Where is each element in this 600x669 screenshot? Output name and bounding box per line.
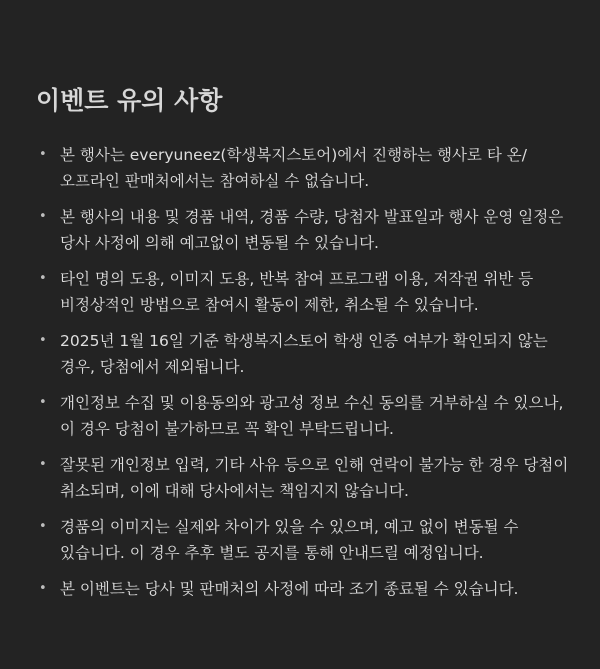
bullet-icon: • [39, 147, 47, 162]
notice-item [36, 204, 570, 256]
notice-item-text: 개인정보 수집 및 이용동의와 광고성 정보 수신 동의를 거부하실 수 있으나, 이 경우 당첨이 불가하므로 꼭 확인 부탁드립니다. [60, 394, 564, 438]
notice-title: 이벤트 유의 사항 [36, 86, 223, 115]
bullet-icon: • [39, 519, 47, 534]
notice-item-text: 본 이벤트는 당사 및 판매처의 사정에 따라 조기 종료될 수 있습니다. [60, 580, 519, 598]
notice-item [36, 452, 570, 504]
notice-list [36, 142, 570, 602]
bullet-icon: • [39, 333, 47, 348]
notice-item [36, 390, 570, 442]
notice-item [36, 576, 570, 602]
bullet-icon: • [39, 457, 47, 472]
notice-item-text: 경품의 이미지는 실제와 차이가 있을 수 있으며, 예고 없이 변동될 수 있습니다. 이 경우 추후 별도 공지를 통해 안내드릴 예정입니다. [60, 518, 519, 562]
bullet-icon: • [39, 209, 47, 224]
notice-item-text: 본 행사의 내용 및 경품 내역, 경품 수량, 당첨자 발표일과 행사 운영 일정은 당사 사정에 의해 예고없이 변동될 수 있습니다. [60, 208, 564, 252]
notice-item [36, 328, 570, 380]
notice-item-text: 본 행사는 everyuneez(학생복지스토어)에서 진행하는 행사로 타 온/오프라인 판매처에서는 참여하실 수 없습니다. [60, 146, 527, 190]
notice-item [36, 514, 570, 566]
notice-item-text: 2025년 1월 16일 기준 학생복지스토어 학생 인증 여부가 확인되지 않는 경우, 당첨에서 제외됩니다. [60, 332, 548, 376]
notice-item [36, 142, 570, 194]
bullet-icon: • [39, 395, 47, 410]
notice-item-text: 타인 명의 도용, 이미지 도용, 반복 참여 프로그램 이용, 저작권 위반 등 비정상적인 방법으로 참여시 활동이 제한, 취소될 수 있습니다. [60, 270, 534, 314]
bullet-icon: • [39, 271, 47, 286]
bullet-icon: • [39, 581, 47, 596]
notice-item [36, 266, 570, 318]
notice-item-text: 잘못된 개인정보 입력, 기타 사유 등으로 인해 연락이 불가능 한 경우 당첨이 취소되며, 이에 대해 당사에서는 책임지지 않습니다. [60, 456, 569, 500]
